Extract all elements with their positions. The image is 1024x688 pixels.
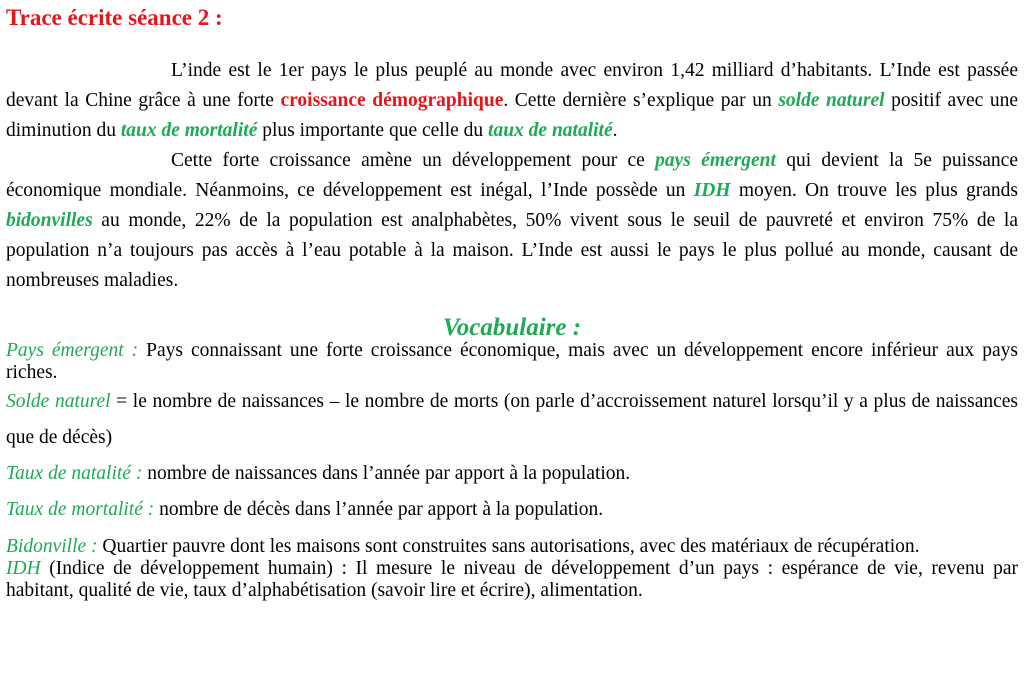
- paragraph-development: [6, 146, 1018, 296]
- vocab-definition: Pays connaissant une forte croissance économique, mais avec un développement encore inférieur aux pays riches.: [6, 340, 1018, 383]
- vocab-entry-solde-naturel: [6, 384, 1018, 456]
- vocab-entry-pays-emergent: [6, 340, 1018, 384]
- vocab-term: Solde naturel: [6, 391, 111, 412]
- paragraph-text: plus importante que celle du: [257, 120, 489, 141]
- vocab-definition: = le nombre de naissances – le nombre de morts (on parle d’accroissement naturel lorsqu’il y a plus de naissances que de décès): [6, 391, 1018, 448]
- vocab-term: Pays émergent :: [6, 340, 139, 361]
- spacer: [6, 296, 1018, 314]
- vocab-entry-taux-mortalite: [6, 492, 1018, 528]
- keyword-croissance-demographique: croissance démographique: [280, 90, 504, 111]
- keyword-pays-emergent: pays émergent: [655, 150, 776, 171]
- vocab-definition: nombre de décès dans l’année par apport à la population.: [154, 499, 604, 520]
- keyword-solde-naturel: solde naturel: [778, 90, 885, 111]
- keyword-taux-mortalite: taux de mortalité: [120, 120, 258, 141]
- vocab-term: Taux de natalité :: [6, 463, 143, 484]
- vocab-definition: (Indice de développement humain) : Il mesure le niveau de développement d’un pays : espérance de vie, revenu par habitant, qualité de vie, taux d’alphabétisation (savoir lire et écrire), alimentation.: [6, 558, 1018, 601]
- keyword-idh: IDH: [693, 180, 731, 201]
- vocab-entry-bidonville: [6, 536, 1018, 558]
- paragraph-text: au monde, 22% de la population est analphabètes, 50% vivent sous le seuil de pauvreté et environ 75% de la population n’a toujours pas accès à l’eau potable à la maison. L’Inde est aussi le pays le plus pollué au monde, causant de nombreuses maladies.: [6, 210, 1018, 291]
- paragraph-text: . Cette dernière s’explique par un: [503, 90, 779, 111]
- page-title: Trace écrite séance 2 :: [6, 5, 223, 30]
- paragraph-text: .: [612, 120, 618, 141]
- vocab-entry-taux-natalite: [6, 456, 1018, 492]
- vocab-term: Taux de mortalité :: [6, 499, 155, 520]
- paragraph-text: moyen. On trouve les plus grands: [730, 180, 1018, 201]
- keyword-taux-natalite: taux de natalité: [488, 120, 613, 141]
- vocab-definition: nombre de naissances dans l’année par apport à la population.: [142, 463, 631, 484]
- keyword-bidonvilles: bidonvilles: [6, 210, 93, 231]
- paragraph-text: Cette forte croissance amène un développement pour ce: [171, 150, 656, 171]
- document-page: [6, 0, 1018, 688]
- vocab-definition: Quartier pauvre dont les maisons sont construites sans autorisations, avec des matériaux de récupération.: [97, 536, 920, 557]
- paragraph-intro: [6, 56, 1018, 146]
- paragraph-text: positif avec une diminution du: [6, 90, 1018, 141]
- vocab-entry-idh: [6, 558, 1018, 602]
- vocab-term: Bidonville :: [6, 536, 98, 557]
- paragraph-text: qui devient la 5e puissance économique mondiale. Néanmoins, ce développement est inégal, l’Inde possède un: [6, 150, 1018, 201]
- paragraph-text: L’inde est le 1er pays le plus peuplé au monde avec environ 1,42 milliard d’habitants. L’Inde est passée devant la Chine grâce à une forte: [6, 60, 1018, 111]
- vocabulary-heading: Vocabulaire :: [442, 314, 582, 341]
- vocab-term: IDH: [6, 558, 41, 579]
